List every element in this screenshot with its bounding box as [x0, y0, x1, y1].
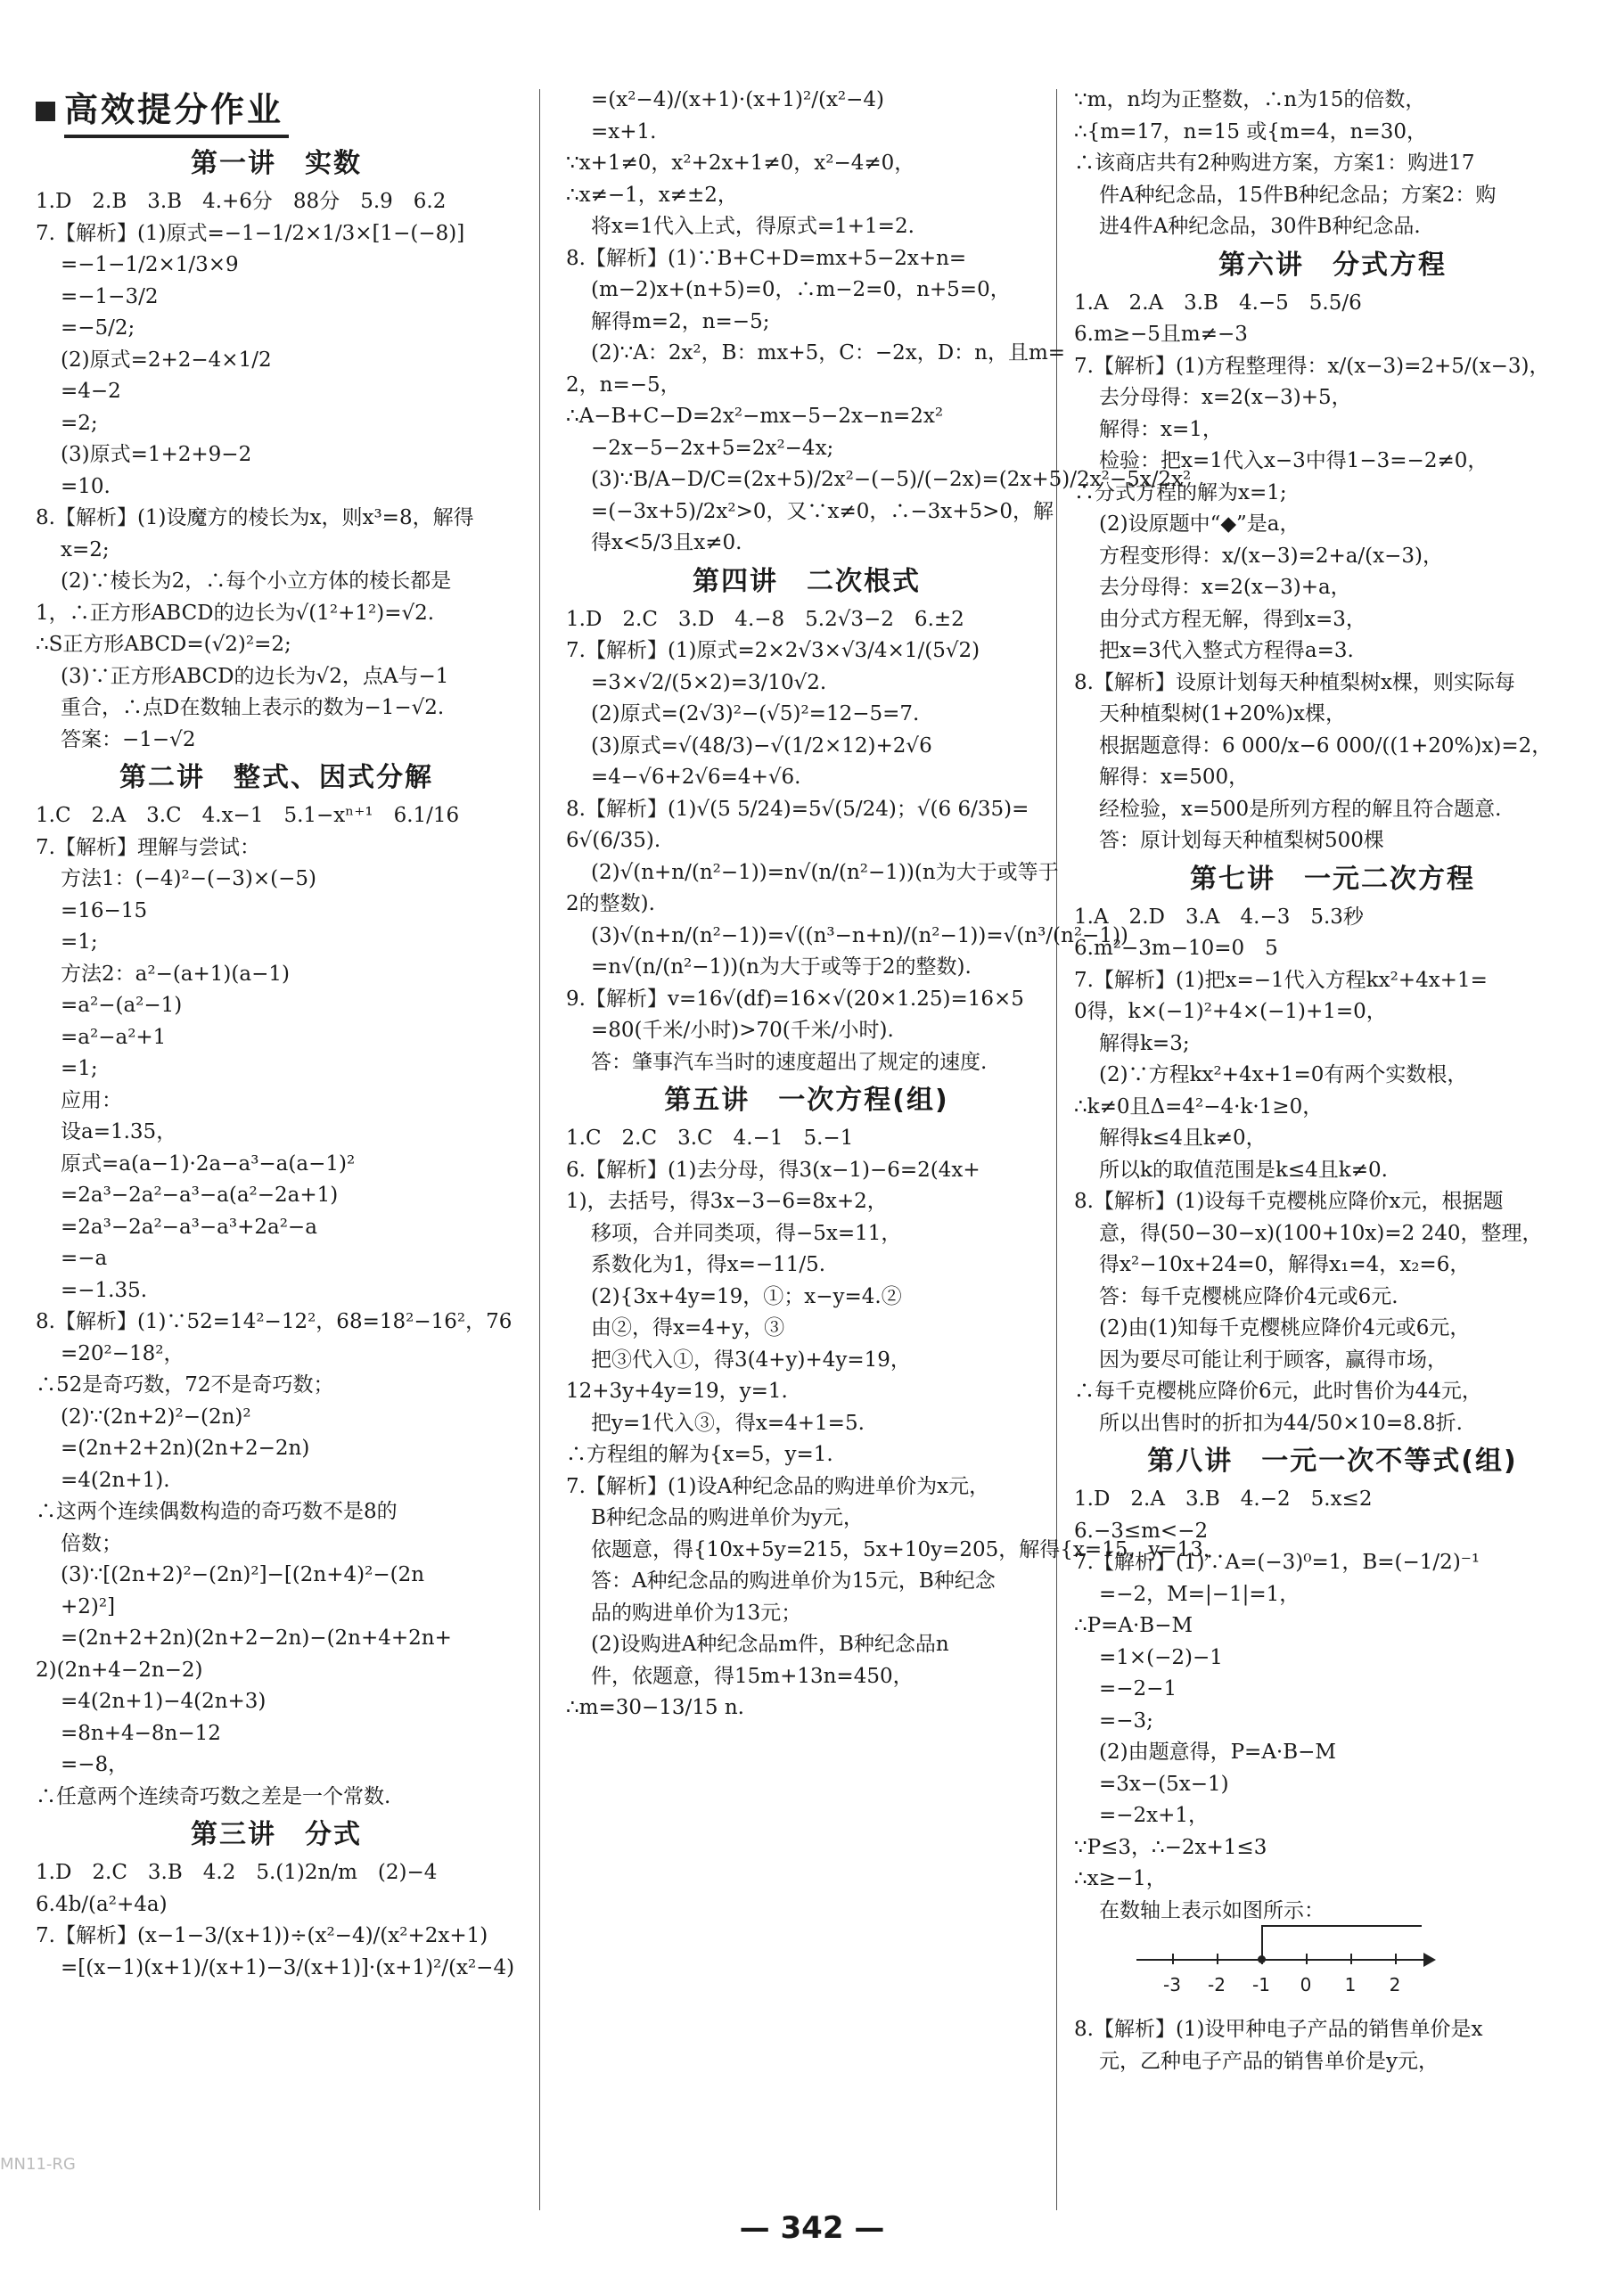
text-line: =4(2n+1).	[61, 1468, 170, 1492]
text-line: 1.D 2.A 3.B 4.−2 5.x≤2	[1074, 1487, 1373, 1511]
text-line: 答：A种纪念品的购进单价为15元，B种纪念	[591, 1569, 996, 1593]
text-line: 8.【解析】(1)√(5 5/24)=5√(5/24)；√(6 6/35)=	[566, 797, 1029, 821]
text-line: 解得：x=500，	[1099, 766, 1250, 789]
solution-endpoint	[1258, 1955, 1266, 1963]
text-line: =(2n+2+2n)(2n+2−2n)	[61, 1437, 310, 1460]
text-line: 7.【解析】理解与尝试：	[36, 835, 260, 859]
text-line: ∴A−B+C−D=2x²−mx−5−2x−n=2x²	[566, 405, 944, 428]
text-line: (2)由题意得，P=A·B−M	[1099, 1741, 1336, 1764]
text-line: 7.【解析】(1)设A种纪念品的购进单价为x元，	[566, 1474, 990, 1498]
text-line: 8.【解析】(1)∵52=14²−12²，68=18²−16²，76	[36, 1310, 513, 1333]
text-line: −2x−5−2x+5=2x²−4x;	[591, 436, 834, 460]
text-line: 答：原计划每天种植梨树500棵	[1099, 829, 1384, 852]
text-line: =8n+4−8n−12	[61, 1721, 221, 1745]
text-line: =3x−(5x−1)	[1099, 1772, 1229, 1796]
text-line: 品的购进单价为13元；	[591, 1601, 802, 1625]
text-line: 解得k=3;	[1099, 1031, 1190, 1055]
text-line: 7.【解析】(1)原式=2×2√3×√3/4×1/(5√2)	[566, 639, 980, 662]
text-line: ∴S正方形ABCD=(√2)²=2;	[36, 633, 291, 656]
tick-label: 0	[1300, 1974, 1312, 1995]
tick-label: -1	[1252, 1974, 1270, 1995]
section-title-8: 第八讲 一元一次不等式(组)	[1147, 1446, 1518, 1477]
text-line: 6√(6/35).	[566, 829, 661, 852]
section-3-body	[36, 1857, 517, 1984]
text-line: ∴该商店共有2种购进方案，方案1：购进17	[1074, 152, 1475, 175]
section-title-2: 第二讲 整式、因式分解	[119, 762, 433, 793]
text-line: 8.【解析】(1)设每千克樱桃应降价x元，根据题	[1074, 1190, 1504, 1213]
text-line: 1.D 2.C 3.D 4.−8 5.2√3−2 6.±2	[566, 607, 964, 631]
text-line: ∴分式方程的解为x=1;	[1074, 480, 1287, 504]
text-line: =20²−18²，	[61, 1341, 185, 1365]
tick-label: -3	[1163, 1974, 1181, 1995]
text-line: 7.【解析】(x−1−3/(x+1))÷(x²−4)/(x²+2x+1)	[36, 1924, 488, 1947]
solution-range	[1261, 1925, 1422, 1927]
text-line: =2a³−2a²−a³−a³+2a²−a	[61, 1215, 317, 1239]
text-line: 7.【解析】(1)∵A=(−3)⁰=1，B=(−1/2)⁻¹	[1074, 1551, 1480, 1574]
text-line: 把x=3代入整式方程得a=3.	[1099, 639, 1354, 662]
text-line: =3×√2/(5×2)=3/10√2.	[591, 670, 827, 694]
text-line: 方法1：(−4)²−(−3)×(−5)	[61, 867, 316, 890]
section-title-3: 第三讲 分式	[191, 1819, 362, 1850]
text-line: 由②，得x=4+y，③	[591, 1316, 785, 1340]
text-line: 进4件A种纪念品，30件B种纪念品.	[1099, 215, 1421, 238]
text-line: =4−2	[61, 380, 121, 403]
text-line: 倍数；	[61, 1531, 122, 1555]
banner	[36, 85, 517, 138]
tick	[1172, 1954, 1174, 1964]
text-line: =4−√6+2√6=4+√6.	[591, 766, 801, 789]
tick	[1350, 1954, 1352, 1964]
section-1-body	[36, 186, 517, 756]
text-line: =−5/2;	[61, 316, 135, 340]
text-line: =−2−1	[1099, 1677, 1177, 1700]
text-line: 天种植梨树(1+20%)x棵，	[1099, 702, 1346, 725]
text-line: =1;	[61, 1057, 98, 1080]
text-line: 7.【解析】(1)把x=−1代入方程kx²+4x+1=	[1074, 968, 1488, 992]
text-line: 8.【解析】(1)设魔方的棱长为x，则x³=8，解得	[36, 506, 474, 529]
number-line-arrow-icon	[1423, 1953, 1436, 1967]
text-line: =1;	[61, 930, 98, 954]
text-line: 去分母得：x=2(x−3)+a，	[1099, 576, 1351, 599]
text-line: =2a³−2a²−a³−a(a²−2a+1)	[61, 1184, 339, 1207]
text-line: (3)原式=√(48/3)−√(1/2×12)+2√6	[591, 733, 932, 758]
text-line: =−3;	[1099, 1708, 1153, 1733]
text-line: 去分母得：x=2(x−3)+5，	[1099, 386, 1352, 409]
text-line: 方法2：a²−(a+1)(a−1)	[61, 962, 290, 986]
text-line: 意，得(50−30−x)(100+10x)=2 240，整理，	[1099, 1221, 1543, 1245]
text-line: 6.m≥−5且m≠−3	[1074, 323, 1248, 346]
text-line: 2)(2n+4−2n−2)	[36, 1658, 203, 1682]
text-line: =−1−3/2	[61, 284, 159, 308]
text-line: ∴52是奇巧数，72不是奇巧数；	[36, 1373, 334, 1397]
page-number: — 342 —	[739, 2210, 885, 2246]
text-line: =[(x−1)(x+1)/(x+1)−3/(x+1)]·(x+1)²/(x²−4)	[61, 1955, 515, 1979]
text-line: =−8，	[61, 1753, 129, 1776]
text-line: (3)∵正方形ABCD的边长为√2，点A与−1	[61, 664, 449, 688]
text-line: ∵m，n均为正整数，∴n为15的倍数，	[1074, 88, 1426, 111]
text-line: (2)原式=(2√3)²−(√5)²=12−5=7.	[591, 702, 920, 725]
text-line: =1×(−2)−1	[1099, 1645, 1223, 1669]
section-2-body	[36, 800, 517, 1813]
text-line: 依题意，得{10x+5y=215，5x+10y=205，解得{x=15，y=13，	[591, 1537, 1224, 1561]
banner-title: 高效提分作业	[64, 85, 289, 138]
text-line: (3)√(n+n/(n²−1))=√((n³−n+n)/(n²−1))=√(n³/(n²−1))	[591, 923, 1128, 947]
text-line: ∵x+1≠0，x²+2x+1≠0，x²−4≠0，	[566, 152, 915, 175]
text-line: ∴这两个连续偶数构造的奇巧数不是8的	[36, 1500, 398, 1523]
text-line: 1)，去括号，得3x−3−6=8x+2，	[566, 1190, 888, 1213]
text-line: 元，乙种电子产品的销售单价是y元，	[1099, 2049, 1439, 2073]
text-line: (2)√(n+n/(n²−1))=n√(n/(n²−1))(n为大于或等于	[591, 860, 1059, 884]
text-line: 1.C 2.A 3.C 4.x−1 5.1−xⁿ⁺¹ 6.1/16	[36, 804, 460, 827]
text-line: (3)原式=1+2+9−2	[61, 443, 252, 466]
text-line: 7.【解析】(1)原式=−1−1/2×1/3×[1−(−8)]	[36, 221, 465, 245]
text-line: (m−2)x+(n+5)=0，∴m−2=0，n+5=0，	[591, 278, 1011, 301]
text-line: 2的整数).	[566, 892, 655, 915]
section-7-body	[1074, 902, 1591, 1440]
column-3-tail	[1074, 2014, 1591, 2077]
text-line: 答：每千克樱桃应降价4元或6元.	[1099, 1284, 1398, 1308]
text-line: ∴每千克樱桃应降价6元，此时售价为44元，	[1074, 1380, 1482, 1403]
text-line: ∴{m=17，n=15 或{m=4，n=30，	[1074, 119, 1427, 143]
text-line: 解得k≤4且k≠0，	[1099, 1127, 1267, 1150]
text-line: =16−15	[61, 898, 148, 922]
text-line: ∵P≤3，∴−2x+1≤3	[1074, 1835, 1267, 1859]
text-line: 得x<5/3且x≠0.	[591, 531, 742, 554]
text-line: =80(千米/小时)>70(千米/小时).	[591, 1019, 894, 1042]
text-line: =4(2n+1)−4(2n+3)	[61, 1690, 267, 1713]
text-line: ∴m=30−13/15 n.	[566, 1696, 744, 1719]
text-line: =−2x+1，	[1099, 1804, 1210, 1827]
text-line: 6.−3≤m<−2	[1074, 1519, 1209, 1543]
section-title-6: 第六讲 分式方程	[1218, 249, 1447, 281]
text-line: 原式=a(a−1)·2a−a³−a(a−1)²	[61, 1151, 356, 1176]
text-line: 解得m=2，n=−5;	[591, 309, 770, 333]
text-line: 在数轴上表示如图所示：	[1099, 1898, 1325, 1922]
column-3-top	[1074, 85, 1591, 243]
section-title-1: 第一讲 实数	[191, 148, 362, 179]
section-title-7: 第七讲 一元二次方程	[1190, 863, 1475, 895]
text-line: 6.m²−3m−10=0 5	[1074, 937, 1278, 960]
text-line: 0得，k×(−1)²+4×(−1)+1=0，	[1074, 1000, 1387, 1023]
text-line: =(−3x+5)/2x²>0，又∵x≠0，∴−3x+5>0，解	[591, 499, 1054, 523]
text-line: ∴k≠0且Δ=4²−4·k·1≥0，	[1074, 1094, 1324, 1118]
text-line: 根据题意得：6 000/x−6 000/((1+20%)x)=2，	[1099, 733, 1553, 758]
section-6-body	[1074, 288, 1591, 857]
text-line: 移项，合并同类项，得−5x=11，	[591, 1221, 902, 1245]
text-line: =a²−(a²−1)	[61, 994, 183, 1017]
text-line: 1，∴正方形ABCD的边长为√(1²+1²)=√2.	[36, 601, 435, 625]
text-line: 1.A 2.D 3.A 4.−3 5.3秒	[1074, 905, 1364, 929]
text-line: 应用：	[61, 1088, 122, 1112]
column-divider-1	[539, 89, 540, 2210]
text-line: =(2n+2+2n)(2n+2−2n)−(2n+4+2n+	[61, 1626, 452, 1650]
text-line: 8.【解析】设原计划每天种植梨树x棵，则实际每	[1074, 670, 1515, 694]
tick-label: -2	[1208, 1974, 1226, 1995]
text-line: =a²−a²+1	[61, 1025, 167, 1049]
text-line: (2)∵(2n+2)²−(2n)²	[61, 1405, 251, 1429]
text-line: +2)²]	[61, 1594, 116, 1618]
text-line: 得x²−10x+24=0，解得x₁=4，x₂=6，	[1099, 1253, 1471, 1276]
text-line: 答：肇事汽车当时的速度超出了规定的速度.	[591, 1050, 988, 1074]
text-line: B种纪念品的购进单价为y元，	[591, 1506, 864, 1529]
text-line: 6.【解析】(1)去分母，得3(x−1)−6=2(4x+	[566, 1158, 980, 1182]
text-line: 8.【解析】(1)∵B+C+D=mx+5−2x+n=	[566, 246, 967, 270]
text-line: 1.D 2.C 3.B 4.2 5.(1)2n/m (2)−4	[36, 1861, 438, 1884]
column-3	[1074, 85, 1591, 2077]
text-line: 2，n=−5，	[566, 373, 681, 397]
section-title-5: 第五讲 一次方程(组)	[664, 1085, 949, 1116]
section-8-body	[1074, 1484, 1591, 1927]
text-line: ∴P=A·B−M	[1074, 1614, 1193, 1637]
text-line: (2){3x+4y=19，①；x−y=4.②	[591, 1284, 902, 1308]
text-line: 9.【解析】v=16√(df)=16×√(20×1.25)=16×5	[566, 987, 1024, 1011]
text-line: =(x²−4)/(x+1)·(x+1)²/(x²−4)	[591, 88, 885, 111]
text-line: ∴x≠−1，x≠±2，	[566, 183, 738, 207]
text-line: 件，依题意，得15m+13n=450，	[591, 1664, 914, 1688]
text-line: 所以k的取值范围是k≤4且k≠0.	[1099, 1158, 1388, 1182]
text-line: =2;	[61, 411, 98, 435]
text-line: ∴x≥−1，	[1074, 1867, 1167, 1890]
text-line: 所以出售时的折扣为44/50×10=8.8折.	[1099, 1411, 1463, 1435]
text-line: 因为要尽可能让利于顾客，赢得市场，	[1099, 1348, 1448, 1372]
text-line: 件A种纪念品，15件B种纪念品；方案2：购	[1099, 183, 1497, 207]
text-line: 6.4b/(a²+4a)	[36, 1892, 168, 1916]
text-line: 解得：x=1，	[1099, 417, 1223, 441]
text-line: 系数化为1，得x=−11/5.	[591, 1253, 826, 1276]
text-line: 把y=1代入③，得x=4+1=5.	[591, 1411, 865, 1435]
text-line: =−1−1/2×1/3×9	[61, 253, 239, 276]
text-line: (2)∵A：2x²，B：mx+5，C：−2x，D：n，且m=	[591, 341, 1066, 365]
text-line: 12+3y+4y=19，y=1.	[566, 1380, 788, 1403]
text-line: 1.A 2.A 3.B 4.−5 5.5/6	[1074, 291, 1362, 315]
text-line: 重合，∴点D在数轴上表示的数为−1−√2.	[61, 696, 445, 719]
text-line: 把③代入①，得3(4+y)+4y=19，	[591, 1348, 911, 1372]
text-line: 方程变形得：x/(x−3)=2+a/(x−3)，	[1099, 544, 1444, 568]
banner-square-icon	[36, 102, 55, 121]
section-title-4: 第四讲 二次根式	[693, 565, 921, 597]
text-line: =x+1.	[591, 119, 657, 143]
text-line: =10.	[61, 474, 111, 498]
text-line: 1.D 2.B 3.B 4.+6分 88分 5.9 6.2	[36, 190, 447, 213]
text-line: 7.【解析】(1)方程整理得：x/(x−3)=2+5/(x−3)，	[1074, 354, 1550, 378]
column-divider-2	[1056, 89, 1057, 2210]
text-line: (2)原式=2+2−4×1/2	[61, 348, 272, 372]
text-line: 将x=1代入上式，得原式=1+1=2.	[591, 215, 915, 238]
text-line: 1.C 2.C 3.C 4.−1 5.−1	[566, 1127, 854, 1150]
tick-label: 2	[1389, 1974, 1401, 1995]
text-line: (3)∵[(2n+2)²−(2n)²]−[(2n+4)²−(2n	[61, 1563, 425, 1586]
text-line: (2)设购进A种纪念品m件，B种纪念品n	[591, 1633, 949, 1656]
text-line: 设a=1.35，	[61, 1120, 177, 1143]
column-1	[36, 85, 517, 1984]
text-line: x=2;	[61, 537, 110, 561]
text-line: ∴任意两个连续奇巧数之差是一个常数.	[36, 1784, 391, 1808]
side-mark: MN11-RG	[0, 2155, 76, 2174]
text-line: (2)由(1)知每千克樱桃应降价4元或6元，	[1099, 1316, 1471, 1340]
text-line: 经检验，x=500是所列方程的解且符合题意.	[1099, 797, 1502, 821]
text-line: (2)∵棱长为2，∴每个小立方体的棱长都是	[61, 569, 452, 593]
tick	[1306, 1954, 1308, 1964]
tick	[1395, 1954, 1397, 1964]
tick-label: 1	[1344, 1974, 1357, 1995]
text-line: =n√(n/(n²−1))(n为大于或等于2的整数).	[591, 955, 972, 979]
text-line: 答案：−1−√2	[61, 727, 196, 751]
solution-range-start	[1261, 1925, 1263, 1959]
text-line: 由分式方程无解，得到x=3，	[1099, 607, 1366, 631]
text-line: 8.【解析】(1)设甲种电子产品的销售单价是x	[1074, 2018, 1483, 2041]
text-line: =−1.35.	[61, 1278, 148, 1302]
text-line: (2)∵方程kx²+4x+1=0有两个实数根，	[1099, 1063, 1468, 1086]
text-line: =−a	[61, 1247, 108, 1270]
number-line-axis	[1136, 1959, 1431, 1961]
number-line	[1136, 1934, 1439, 2014]
text-line: 检验：把x=1代入x−3中得1−3=−2≠0，	[1099, 449, 1489, 472]
text-line: (2)设原题中“◆”是a，	[1099, 512, 1300, 536]
text-line: ∴方程组的解为{x=5，y=1.	[566, 1443, 833, 1466]
tick	[1217, 1954, 1218, 1964]
section-4-body	[566, 604, 1128, 1079]
text-line: (3)∵B/A−D/C=(2x+5)/2x²−(−5)/(−2x)=(2x+5)/2x²−5x/2x²	[591, 468, 1192, 491]
text-line: =−2，M=|−1|=1，	[1099, 1582, 1300, 1606]
